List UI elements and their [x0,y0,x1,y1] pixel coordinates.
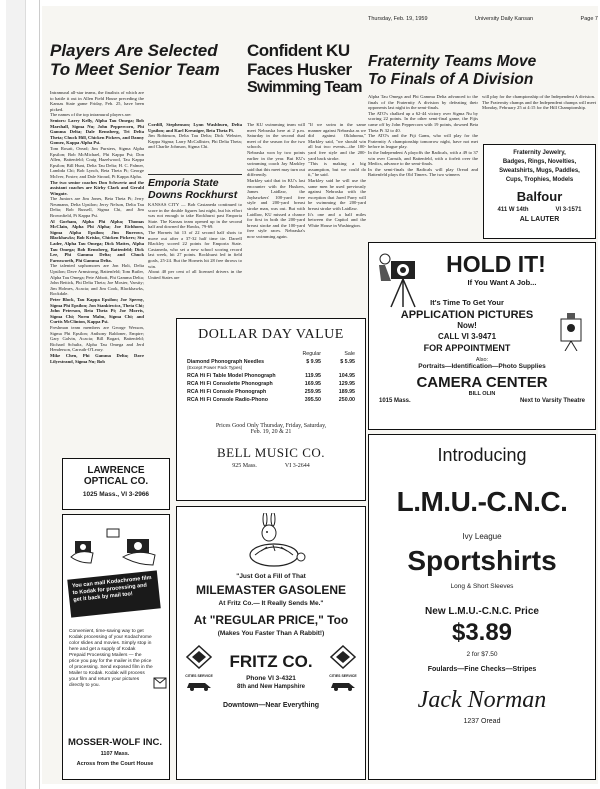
article-body-1: Tom Rosati, Oread; Jim Pursters, Sigma Alpha Epsilon; Bob McMichael, Phi Kappa Psi; Don Allen, Battenfeld; Craig Hazelwood, Tau Kappa Epsilon; Bill Hunt, Delta Tau Delta; H. C. Palmer, Lambda Chi; Bob Lynch, Beta Theta Pi; George McIver, Foster; and Dale Stroud, Pi Kappa Alpha. [50,145,144,179]
article-body-5: "This is making a big assumption, but we could do it," he said. [308,161,366,178]
regular-price: 119.95 [305,372,321,379]
folio-date: Thursday, Feb. 19, 1959 [368,16,428,22]
item-note: (Except Power Pack Types) [187,365,243,371]
ad-makes: (Makes You Faster Than A Rabbit!) [217,630,325,637]
sale-price: $ 5.95 [340,359,355,366]
cities-service-logo-left [185,645,213,696]
article-swimming-col-1 [247,122,305,314]
ad-address-row [369,398,595,404]
ad-store-name-2: OPTICAL CO. [83,476,149,487]
price-header-row [187,351,355,357]
ad-phone: Phone VI 3-4321 [246,674,296,682]
ad-phone: VI 3-1571 [555,207,582,213]
article-body-1: The KU swimming team will meet Nebraska here at 2 p.m. Saturday in the second dual meet of the season for the two schools. [247,122,305,150]
ad-prices-good: Prices Good Only Thursday, Friday, Saturday, [215,423,327,430]
rabbit-turtle-icon [237,513,311,569]
headline-line-1: Players Are Selected [50,42,218,60]
article-body-2: The Hornets hit 13 of 22 second half shots to move out after a 37-32 half time tie. Darrell Blackley scored 22 points for Emporia State. Castaneda, who set a new school scoring record last week, hit 27 points. Rockhurst led in field goals, 25-24. But the Hornets hit 28 free throws to win. [148,229,242,269]
ad-logo-row [177,645,365,696]
price-row [187,373,355,379]
ad-sub: At Fritz Co.— It Really Sends Me." [218,600,324,607]
article-all-stars-col-1 [50,90,144,457]
ad-lawrence-optical [62,458,170,510]
ad-league: Ivy League [462,532,502,541]
ad-camera-center [368,242,596,430]
ad-contact-row [187,463,355,469]
newspaper-page [42,6,598,784]
ad-store-name: LAWRENCE [87,465,145,476]
regular-price: 395.50 [304,397,321,404]
ad-body: Convenient, time-saving way to get Kodak processing of your Kodachrome color slides and movies. Simply stop in here and get a supply of Kodak Prepaid Processing Mailers — the price you pay for the mailer is the price of processing. Send exposed film in the Mailer to Kodak. Kodak will process your film and return your pictures directly to you. [69,629,153,688]
folio-page: Page 7 [580,16,598,22]
ad-phone: VI 3-2644 [284,463,310,470]
ad-services: Portraits—Identification—Photo Supplies [418,363,546,370]
ad-owner: BILL OLIN [468,391,496,397]
ad-product: MILEMASTER GASOLENE [195,583,346,597]
article-body-2: The ATO's chalked up a 62-44 victory over Sigma Nu by scoring 22 points. In the other semi-final game, the Fijis came off by John Peppercorn with 19 points, downed Beta Theta Pi 32 to 40. [368,110,478,133]
ad-line: It's Time To Get Your [430,298,504,307]
ad-bell-music [176,318,366,501]
article-all-stars-col-2 [148,122,242,172]
headline-line-2: Faces Husker [247,60,352,79]
headline-line-3: Swimming Team [247,79,362,96]
headline-line-1: Confident KU [247,42,350,60]
item-name: RCA Hi Fi Console Phonograph [187,388,267,395]
article-body-9: Cordill, Stephenson; Lynn Washburn, Delta Upsilon; and Karl Kresniger, Beta Theta Pi. [148,122,242,133]
ad-location: Across from the Court House [76,761,154,767]
ad-product: Sportshirts [407,545,557,576]
article-intro: The names of the top intramural players are: [50,112,132,118]
article-swimming-headline [247,42,365,96]
article-body-1: Alpha Tau Omega and Phi Gamma Delta advanced to the finals of the Fraternity A division by defeating their opponents last night in the semi-finals. [368,94,478,111]
article-body-4: In the Independent A playoffs the Radicals, with a 49 to 37 win over Carruth, and Battenfeld, with a forfeit over the Medics, advance to the semi-finals. [368,149,478,167]
ad-location: Next to Varsity Theatre [519,398,585,404]
article-body-6: Peter Block, Tau Kappa Epsilon; Joe Sperny, Sigma Phi Epsilon; Jon Stankiewicz, Theta Chi; John Peterson, Beta Theta Pi; Joe Morris, Sigma Chi; Norm Malm, Sigma Chi; and Curtis McClinton, Kappa Psi. [50,296,144,325]
article-body-7: It's one and a half miles between the Capitol and the White House in Washington. [308,211,366,228]
article-body-6: will play for the championship of the Independent A division. [482,94,596,99]
ad-address: 1025 Mass., VI 3-2966 [82,491,150,498]
ad-balfour [483,144,596,239]
headline-line-1: Emporia State [148,177,219,189]
headline-line-2: To Finals of A Division [368,70,534,87]
ad-deal: 2 for $7.50 [466,651,498,658]
sale-price: 104.95 [338,372,355,379]
regular-price: 259.95 [304,388,321,395]
headline-line-2: Downs Rockhurst [148,188,238,200]
article-body-3: The ATO's and the Fiji Gams, who will play for the Fraternity A championship tomorrow night, have not met before in league play. [368,133,478,150]
item-name: Diamond Phonograph Needles [187,359,265,366]
ad-line: Sweatshirts, Mugs, Paddles, [499,168,580,174]
ad-brand-name: Balfour [516,189,563,204]
ad-title: DOLLAR DAY VALUE [198,327,344,342]
ad-price-line: At "REGULAR PRICE," Too [193,613,349,627]
folio-line [368,16,598,22]
cities-service-icon [330,645,356,669]
ad-brand: L.M.U.-C.N.C. [396,486,568,517]
ad-line: Badges, Rings, Novelties, [502,159,577,165]
ad-location: Downtown—Near Everything [222,702,320,709]
ad-tagline: "Just Got a Fill of That [236,573,306,580]
photographer-camera-icon [375,251,427,309]
price-row [187,389,355,395]
regular-price: 169.95 [304,380,321,387]
ad-contact-name: AL LAUTER [519,216,560,223]
binding-strip [6,0,26,789]
ad-dates: Feb. 19, 20 & 21 [250,429,292,436]
headline-line-1: Fraternity Teams Move [368,54,537,70]
ad-jack-norman [368,434,596,780]
page-margin [0,0,40,789]
ad-address: 1107 Mass. [100,751,130,757]
logo-text: CITIES SERVICE [329,674,357,678]
ad-contact-row [484,207,595,213]
headline-line-2: To Meet Senior Team [50,60,220,78]
article-body-5: In the semi-finals the Radicals will play Oread and Battenfeld plays the Old Timers. The two winners [368,166,478,178]
divider [148,174,242,175]
ad-new-price: New L.M.U.-C.N.C. Price [425,606,539,617]
ad-headline: HOLD IT! [446,251,546,277]
cities-service-logo-right [329,645,357,696]
article-swimming-col-2 [308,122,366,314]
ad-sleeves: Long & Short Sleeves [450,583,514,590]
mailer-envelope-icon [153,677,167,689]
ad-address: 8th and New Hampshire [236,683,305,690]
ad-styles: Foulards—Fine Checks—Stripes [427,666,537,673]
ad-store-name: BELL MUSIC CO. [217,445,325,461]
photo-booth-icon [555,313,587,351]
article-seniors: Seniors: Larry Kelly, Alpha Tau Omega; Bob Marshall, Sigma Nu; John Peppercorn, Phi Gamma Delta; Dale Remsberg, Tri Delta Theta; Chuck Hill, Chicken Pickers, and Danny Gomez, Kappa Alpha Psi. [50,117,144,146]
ad-mosser-wolf [62,514,170,780]
mailer-bubble: You can mail Kodachrome film to Kodak for processing and get it back by mail too! [67,570,160,617]
sale-column-header: Sale [344,351,355,357]
article-emporia-headline [148,174,242,200]
article-body-8: Mike Chen, Phi Gamma Delta; Dave Lilyestrand, Sigma Nu; Bob [50,352,144,364]
sale-price: 189.95 [338,388,355,395]
article-body-7: Freshman team members are George Wesson, Sigma Phi Epsilon; Anthony Baldoner, Empire; Gary Galvin, Acacia; Bill Bogart, Battenfeld; Richard Schultz, Alpha Tau Omega and Jerd Henderson, Carruth-O'Leary. [50,324,144,353]
sale-price: 129.95 [338,380,355,387]
article-body-4: "If we swim in the same manner against Nebraska as we did against Oklahoma," Markley said, "we should win all but two events—the 100-yard free style and the 200-yard back stroke. [308,122,366,161]
ad-call: CALL VI 3-9471 [437,332,497,341]
article-body-10: Jim Robinson, Delta Tau Delta; Dick Webster, Kappa Sigma; Larry McCallister, Phi Delta Theta; and Charlie Johnson, Sigma Chi. [148,133,242,150]
article-body-2: Nebraska won by two points earlier in the year. But KU's swimming coach Jay Markley said that this meet may turn out differently. [247,149,305,178]
hands-camera-icon [67,523,165,575]
article-body-3: The Juniors are Jim Jones, Beta Theta Pi; Jerry Neumann, Delta Upsilon; Jerry Nelson, Delta Tau Delta; Bob Russell, Sigma Chi, and Jim Brownfield, Pi Kappa Psi. [50,196,144,219]
article-fraternity-headline [368,54,596,87]
ad-appointment: FOR APPOINTMENT [423,343,511,353]
logo-text: CITIES SERVICE [185,674,213,678]
ad-fritz-co [176,506,366,780]
ad-store-name: Jack Norman [417,687,547,713]
article-body-5: The talented sophomores are Jon Holt, Delta Upsilon; Dave Armstrong, Battenfeld; Tom Butler, Alpha Tau Omega; Pete Abbott, Phi Gamma Delta; John Bettick, Phi Delta Theta; Joe Mosier, Varsity; Jim Holmes, Acacia; and Jim Cook, Blackhawks, Rockdale. [50,263,144,297]
ad-intro: Introducing [437,445,527,465]
item-name: RCA Hi Fi Console Radio-Phono [187,397,269,404]
ad-store-name: FRITZ CO. [229,651,313,671]
car-icon [185,679,213,691]
cities-service-icon [186,645,212,669]
ad-subheadline: If You Want A Job... [467,278,537,287]
ad-store-name: CAMERA CENTER [416,374,548,391]
item-name: RCA Hi Fi Consolette Phonograph [187,380,273,387]
car-icon [329,679,357,691]
ad-address: 411 W 14th [497,207,529,213]
ad-line: Fraternity Jewelry, [513,150,566,156]
regular-column-header: Regular [302,351,321,357]
article-body-4: Al Gorham, Alpha Phi Alpha; Thomas McClain, Alpha Phi Alpha; Joe Eichhorn, Sigma Alpha Epsilon; Jim Burrows, Blackhawks; Bob Krisko, Chicken Pickers; Stu Lader, Alpha Tau Omega; Dick Mattes, Alpha Tau Omega; Bob Remsberg, Battenfeld; Dick Lee, Phi Gamma Delta; and Chuck Farnsworth, Phi Gamma Delta. [50,218,144,263]
ad-center-text [229,652,312,690]
article-body-2: The two senior coaches Don Schwertz and the assistant coaches are Kirby Clark and Gerald Wingate. [50,179,144,196]
article-body-1: KANSAS CITY — Bob Castaneda continued to score in the double figures last night, but his effort was not enough to take Rockhurst past Emporia State. The Kansas team opened up in the second half and downed the Hawks, 79-69. [148,202,242,230]
ad-store-name: MOSSER-WOLF INC. [68,737,162,748]
ad-price: $3.89 [451,619,513,646]
ad-line: Cups, Trophies, Models [505,177,574,183]
folio-paper: University Daily Kansan [475,16,534,22]
ad-address: 1237 Oread [463,718,501,725]
article-fraternity-col-2 [482,94,596,144]
article-body-3: About 40 per cent of all licensed drivers in the United States are [148,269,242,280]
ad-also: Also: [475,357,489,363]
article-body-3: Markley said that in KU's last encounter with the Huskers, James Laidlaw, the Jayhawkers' 100-yard free style and 200-yard breast stroke man, was out. But with Laidlaw, KU missed a chance for first in both the 200-yard breast stroke and the 100-yard free style races. Nebraska's now swimming again. [247,177,305,239]
sale-price: 250.00 [338,397,355,404]
ad-line: Now! [457,321,477,330]
article-emporia-body [148,202,242,314]
article-fraternity-col-1 [368,94,478,246]
price-row [187,359,355,365]
ad-address: 925 Mass. [232,463,257,470]
item-name: RCA Hi Fi Table Model Phonograph [187,372,276,379]
ad-line-emphasis: APPLICATION PICTURES [400,309,534,321]
regular-price: $ 9.95 [306,359,321,366]
article-body-7: The Fraternity champs and the Independent champs will meet Monday, February 25 at 4:15 for the Hill Championship. [482,99,596,111]
ad-address: 1015 Mass. [379,398,411,404]
price-row [187,381,355,387]
article-lead: Intramural all-star teams, the finalists of which are to battle it out in Allen Field House preceding the Kansas State game Friday, Feb. 25, have been picked. [50,90,144,112]
article-all-stars-headline [50,42,242,78]
article-body-6: Markley said he will use the same men he used previously against Nebraska with the exception that Jared Parry will be swimming the 200-yard breast stroke with Laidlaw. [308,177,366,211]
price-row [187,397,355,403]
